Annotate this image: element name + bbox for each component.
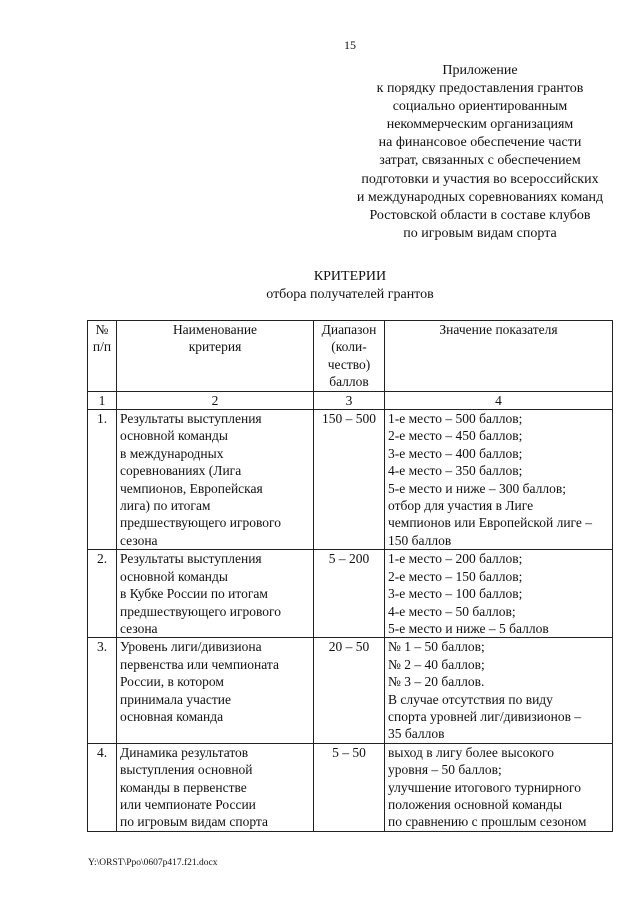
column-number: 2 bbox=[117, 391, 314, 409]
score-range: 150 – 500 bbox=[314, 410, 385, 550]
header-line: Наименование bbox=[172, 322, 258, 337]
indicator-value-line: 2-е место – 150 баллов; bbox=[388, 568, 523, 584]
criterion-name-line: основной команды bbox=[120, 428, 228, 444]
appendix-line: затрат, связанных с обеспечением bbox=[379, 153, 581, 169]
header-line: Значение показателя bbox=[439, 322, 558, 337]
indicator-value-line: 5-е место и ниже – 300 баллов; bbox=[388, 480, 566, 496]
score-range: 20 – 50 bbox=[314, 638, 385, 743]
indicator-value-line: чемпионов или Европейской лиге – bbox=[388, 515, 593, 531]
indicator-value-line: 1-е место – 200 баллов; bbox=[388, 551, 523, 567]
appendix-line: и международных соревнованиях команд bbox=[356, 189, 604, 205]
criterion-name-line: соревнованиях (Лига bbox=[120, 463, 242, 479]
criterion-name bbox=[117, 743, 314, 831]
indicator-value-line: уровня – 50 баллов; bbox=[388, 762, 502, 778]
criterion-name-line: России, в котором bbox=[120, 674, 224, 690]
criterion-name-line: основной команды bbox=[120, 568, 228, 584]
indicator-value-line: 3-е место – 400 баллов; bbox=[388, 445, 523, 461]
table-row bbox=[88, 550, 613, 638]
indicator-value-line: 1-е место – 500 баллов; bbox=[388, 411, 523, 427]
criterion-name-line: сезона bbox=[120, 532, 158, 548]
appendix-line: на финансовое обеспечение части bbox=[378, 135, 582, 151]
column-number: 3 bbox=[314, 391, 385, 409]
heading-title: КРИТЕРИИ bbox=[313, 269, 387, 284]
header-line: п/п bbox=[92, 339, 112, 355]
row-number: 2. bbox=[88, 550, 117, 638]
table-row bbox=[88, 743, 613, 831]
table-row bbox=[88, 638, 613, 743]
table-row bbox=[88, 410, 613, 550]
header-line: чество) bbox=[327, 356, 371, 372]
criterion-name-line: лига) по итогам bbox=[120, 498, 211, 514]
appendix-header bbox=[330, 62, 630, 243]
criterion-name-line: чемпионов, Европейская bbox=[120, 480, 263, 496]
header-line: (коли- bbox=[331, 339, 367, 355]
criterion-name bbox=[117, 550, 314, 638]
indicator-value-line: спорта уровней лиг/дивизионов – bbox=[388, 708, 582, 724]
score-range: 5 – 200 bbox=[314, 550, 385, 638]
indicator-value-line: 3-е место – 100 баллов; bbox=[388, 586, 523, 602]
appendix-line: к порядку предоставления грантов bbox=[376, 81, 584, 97]
criterion-name-line: в международных bbox=[120, 445, 224, 461]
column-number: 1 bbox=[88, 391, 117, 409]
criterion-name-line: Динамика результатов bbox=[120, 744, 249, 760]
indicator-value-line: 4-е место – 350 баллов; bbox=[388, 463, 523, 479]
appendix-line: некоммерческим организациям bbox=[386, 117, 574, 133]
criterion-name-line: Результаты выступления bbox=[120, 551, 262, 567]
indicator-value bbox=[385, 410, 613, 550]
indicator-value-line: № 1 – 50 баллов; bbox=[388, 639, 485, 655]
score-range: 5 – 50 bbox=[314, 743, 385, 831]
criterion-name-line: в Кубке России по итогам bbox=[120, 586, 268, 602]
criterion-name-line: или чемпионате России bbox=[120, 796, 256, 812]
header-line: Диапазон bbox=[321, 322, 377, 337]
indicator-value-line: № 3 – 20 баллов. bbox=[388, 674, 485, 690]
criterion-name-line: Уровень лиги/дивизиона bbox=[120, 639, 262, 655]
indicator-value-line: улучшение итогового турнирного bbox=[388, 779, 581, 795]
criterion-name-line: Результаты выступления bbox=[120, 411, 262, 427]
indicator-value-line: 4-е место – 50 баллов; bbox=[388, 603, 516, 619]
file-path-footer: Y:\ORST\Ppo\0607p417.f21.docx bbox=[88, 858, 218, 868]
criterion-name-line: по игровым видам спорта bbox=[120, 814, 268, 830]
column-number: 4 bbox=[385, 391, 613, 409]
indicator-value-line: 5-е место и ниже – 5 баллов bbox=[388, 620, 549, 636]
table-column-numbers-row bbox=[88, 391, 613, 409]
header-line: критерия bbox=[188, 339, 242, 355]
appendix-line: Приложение bbox=[442, 63, 518, 78]
heading-subtitle: отбора получателей грантов bbox=[266, 287, 434, 302]
criterion-name-line: первенства или чемпионата bbox=[120, 656, 279, 672]
table-header-row bbox=[88, 321, 613, 392]
row-number: 3. bbox=[88, 638, 117, 743]
appendix-line: Ростовской области в составе клубов bbox=[369, 207, 591, 223]
criterion-name-line: выступления основной bbox=[120, 762, 253, 778]
indicator-value-line: по сравнению с прошлым сезоном bbox=[388, 814, 587, 830]
criterion-name-line: основная команда bbox=[120, 708, 224, 724]
indicator-value-line: 150 баллов bbox=[388, 532, 452, 548]
indicator-value-line: В случае отсутствия по виду bbox=[388, 691, 553, 707]
indicator-value bbox=[385, 638, 613, 743]
criterion-name-line: предшествующего игрового bbox=[120, 515, 281, 531]
criteria-table bbox=[87, 320, 613, 832]
indicator-value bbox=[385, 743, 613, 831]
indicator-value-line: № 2 – 40 баллов; bbox=[388, 656, 485, 672]
appendix-line: подготовки и участия во всероссийских bbox=[361, 171, 599, 187]
header-line: баллов bbox=[329, 374, 369, 390]
header-indicator-value bbox=[385, 321, 613, 392]
indicator-value-line: 35 баллов bbox=[388, 726, 445, 742]
indicator-value-line: выход в лигу более высокого bbox=[388, 744, 554, 760]
indicator-value-line: отбор для участия в Лиге bbox=[388, 498, 534, 514]
criterion-name-line: принимала участие bbox=[120, 691, 231, 707]
page-number: 15 bbox=[344, 38, 356, 52]
row-number: 4. bbox=[88, 743, 117, 831]
criterion-name bbox=[117, 638, 314, 743]
header-criterion-name bbox=[117, 321, 314, 392]
appendix-line: социально ориентированным bbox=[392, 99, 568, 115]
row-number: 1. bbox=[88, 410, 117, 550]
indicator-value bbox=[385, 550, 613, 638]
header-number bbox=[88, 321, 117, 392]
appendix-line: по игровым видам спорта bbox=[403, 225, 557, 241]
header-range bbox=[314, 321, 385, 392]
document-heading bbox=[0, 268, 640, 304]
indicator-value-line: положения основной команды bbox=[388, 796, 563, 812]
criterion-name bbox=[117, 410, 314, 550]
indicator-value-line: 2-е место – 450 баллов; bbox=[388, 428, 523, 444]
criterion-name-line: сезона bbox=[120, 620, 158, 636]
criterion-name-line: команды в первенстве bbox=[120, 779, 247, 795]
header-line: № bbox=[95, 322, 109, 337]
criterion-name-line: предшествующего игрового bbox=[120, 603, 281, 619]
